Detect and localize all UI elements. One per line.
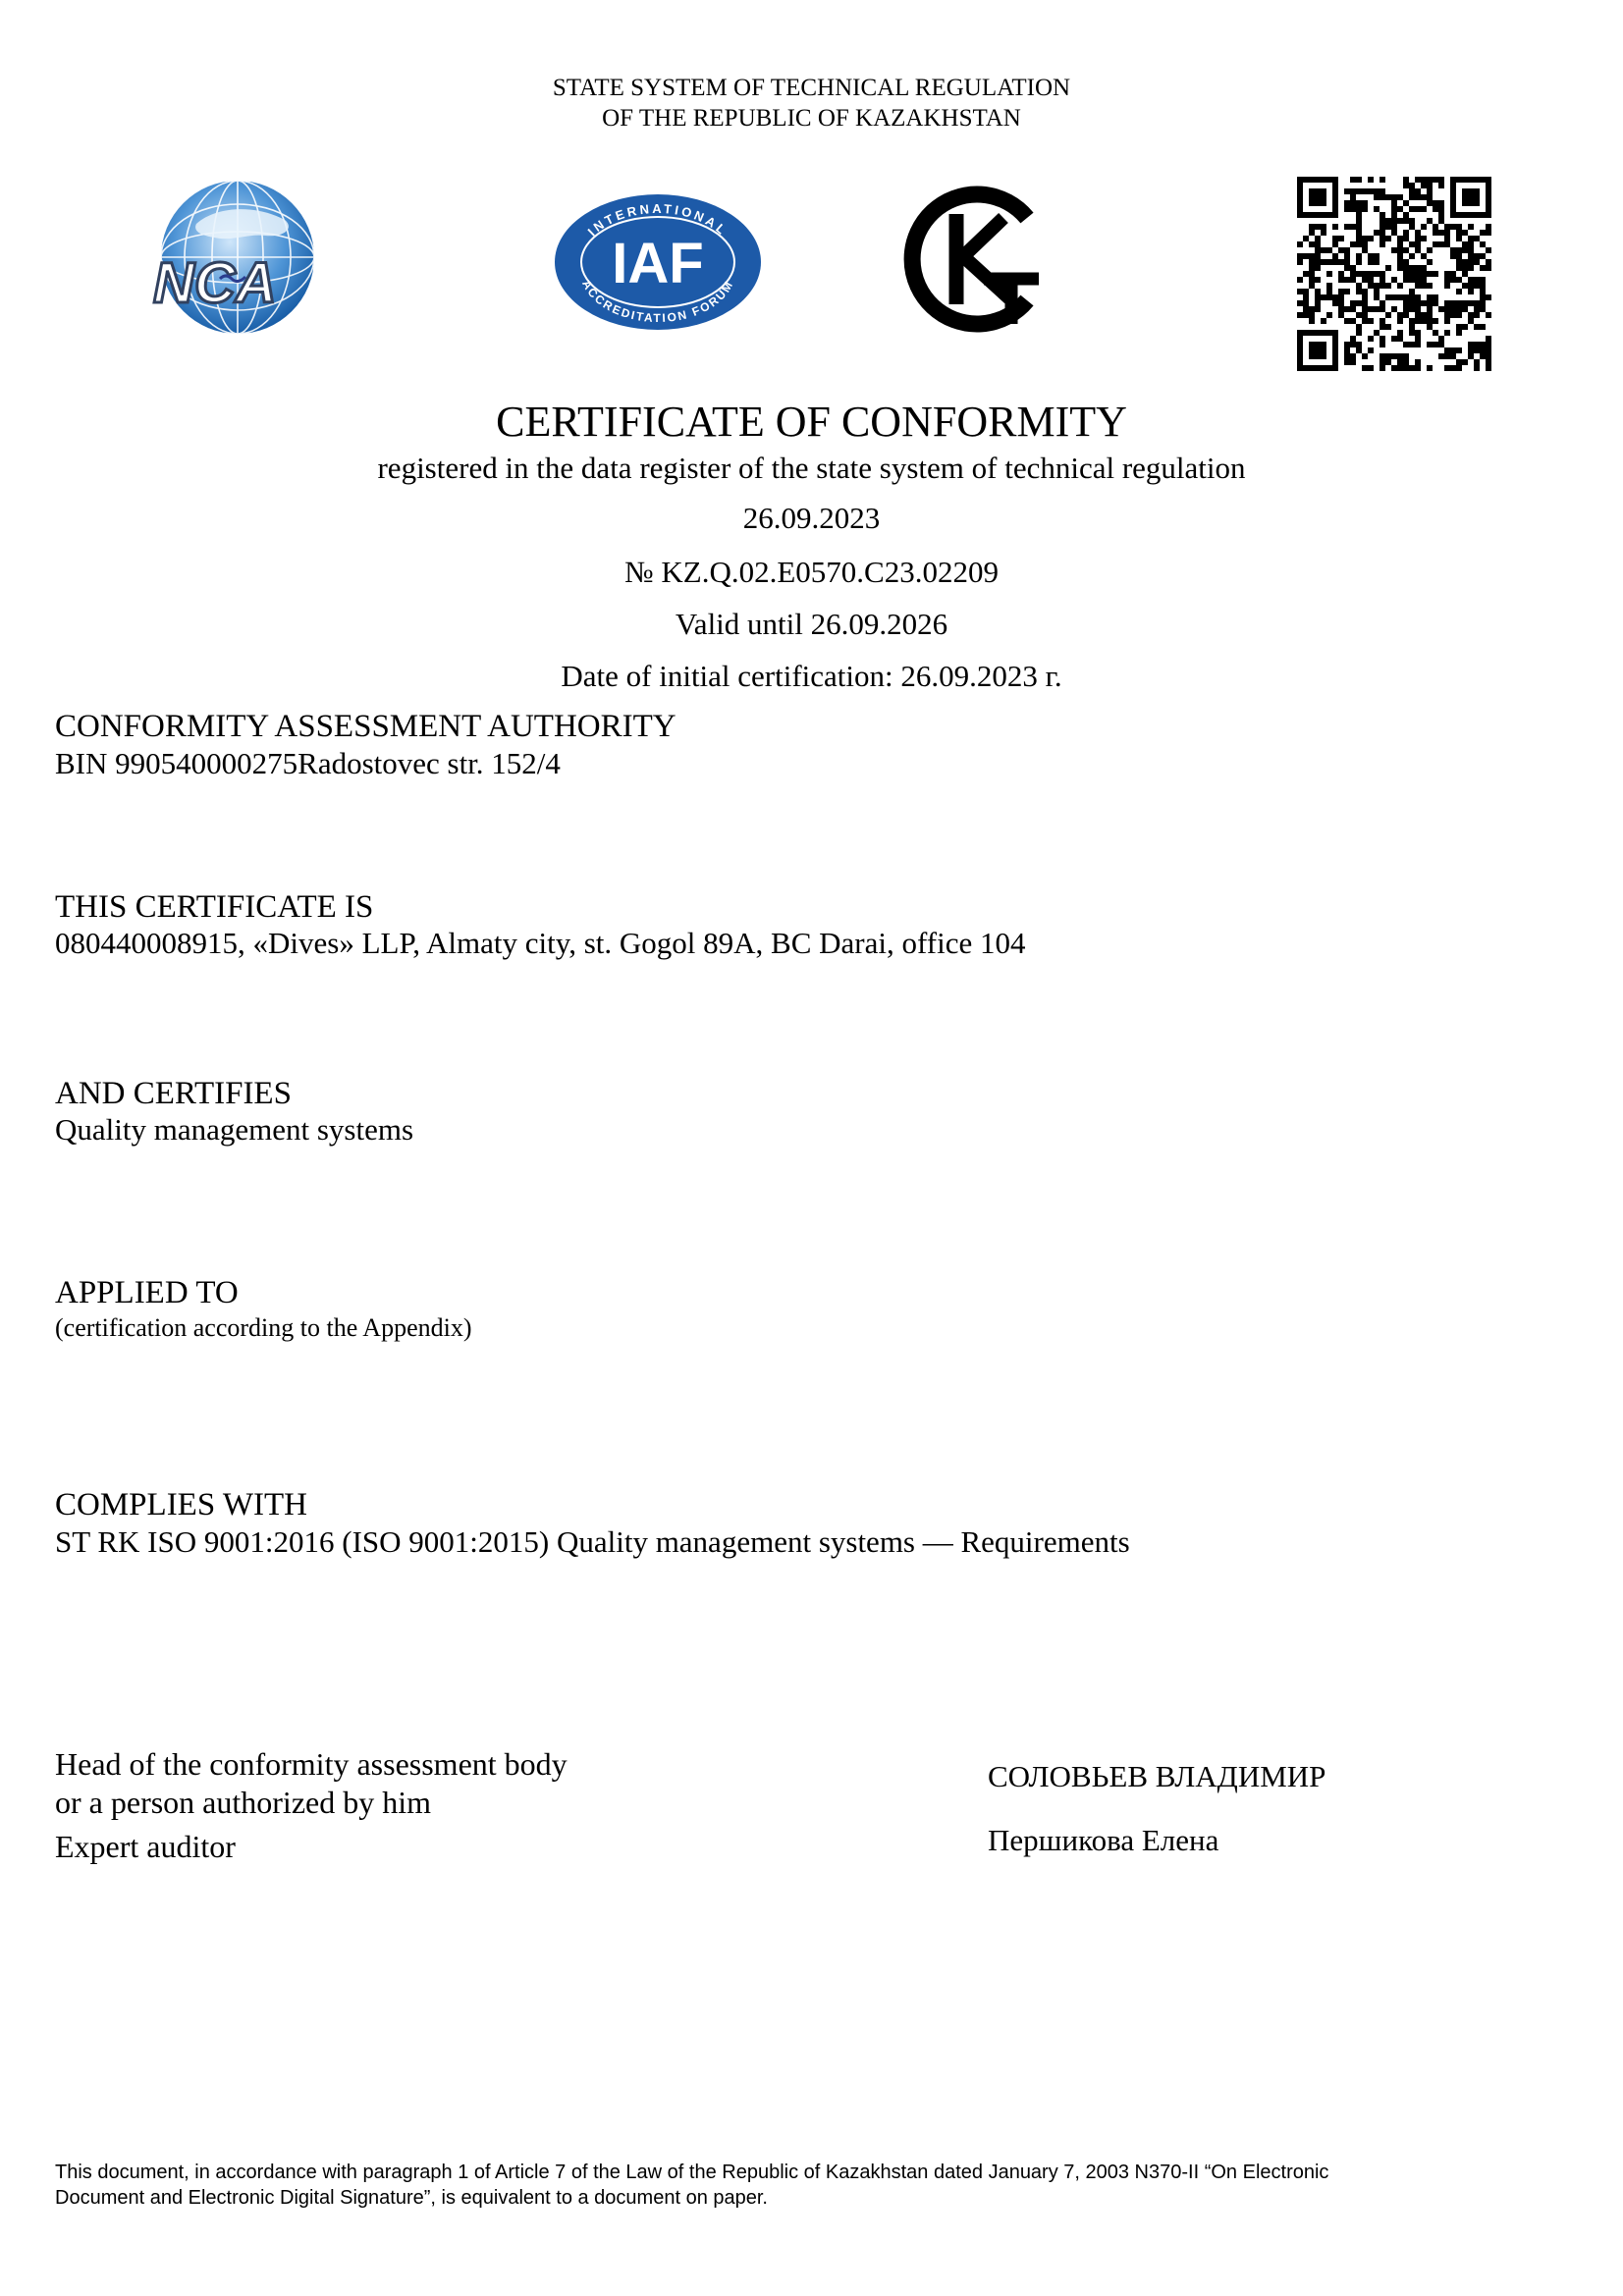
certificate-is-heading: THIS CERTIFICATE IS — [55, 889, 374, 925]
certificate-number: № KZ.Q.02.E0570.C23.02209 — [624, 555, 999, 589]
nca-logo — [137, 177, 334, 344]
iaf-logo-text: IAF — [612, 232, 704, 295]
certifies-heading: AND CERTIFIES — [55, 1076, 292, 1111]
valid-until: Valid until 26.09.2026 — [675, 607, 948, 641]
standard-reference: ST RK ISO 9001:2016 (ISO 9001:2015) Quality management systems — Requirements — [55, 1524, 1130, 1559]
head-label-line-2: or a person authorized by him — [55, 1785, 431, 1820]
complies-heading: COMPLIES WITH — [55, 1487, 307, 1522]
kt-mark — [901, 181, 1049, 338]
initial-certification-date: Date of initial certification: 26.09.2023 г. — [561, 659, 1062, 693]
authority-heading: CONFORMITY ASSESSMENT AUTHORITY — [55, 709, 676, 744]
iaf-logo — [553, 192, 764, 332]
footer-legal-line-1: This document, in accordance with paragraph 1 of Article 7 of the Law of the Republic of Kazakhstan dated January 7, 2003 N370-II “On Electronic — [55, 2162, 1329, 2183]
iaf-ring-top: INTERNATIONAL — [584, 201, 731, 240]
auditor-label: Expert auditor — [55, 1829, 236, 1864]
certificate-holder: 080440008915, «Dives» LLP, Almaty city, st. Gogol 89A, BC Darai, office 104 — [55, 926, 1026, 960]
head-label-line-1: Head of the conformity assessment body — [55, 1746, 568, 1782]
footer-legal-line-2: Document and Electronic Digital Signature”, is equivalent to a document on paper. — [55, 2187, 768, 2209]
certificate-title: CERTIFICATE OF CONFORMITY — [496, 398, 1127, 446]
registration-date: 26.09.2023 — [742, 501, 881, 535]
iaf-ring-bottom: ACCREDITATION FORUM — [579, 277, 736, 326]
authority-details: BIN 990540000275Radostovec str. 152/4 — [55, 746, 561, 780]
globe-icon — [137, 177, 334, 344]
certified-object: Quality management systems — [55, 1112, 414, 1147]
header-line-2: OF THE REPUBLIC OF KAZAKHSTAN — [602, 105, 1021, 132]
registered-line: registered in the data register of the state system of technical regulation — [377, 451, 1246, 485]
iaf-logo-icon — [553, 192, 764, 332]
header-line-1: STATE SYSTEM OF TECHNICAL REGULATION — [552, 75, 1071, 101]
kt-mark-icon — [901, 181, 1049, 338]
applied-to-heading: APPLIED TO — [55, 1275, 239, 1310]
nca-logo-text: NCA — [153, 251, 277, 315]
qr-code — [1297, 177, 1491, 371]
applied-to-note: (certification according to the Appendix) — [55, 1313, 472, 1342]
qr-code-icon — [1297, 177, 1491, 371]
auditor-name: Першикова Елена — [988, 1823, 1219, 1857]
head-name: СОЛОВЬЕВ ВЛАДИМИР — [988, 1759, 1326, 1793]
